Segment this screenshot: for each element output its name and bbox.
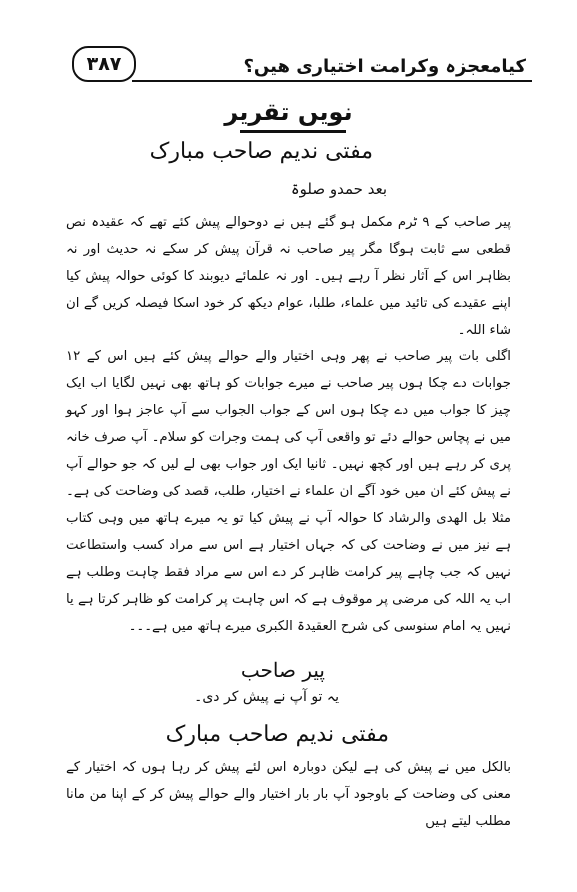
header-rule <box>132 80 532 82</box>
paragraph-2: اگلی بات پیر صاحب نے پھر وہی اختیار والے حوالے پیش کئے ہیں اس کے ۱۲ جوابات دے چکا ہوں پیر صاحب نے میرے جوابات کو ہاتھ بھی نہیں لگایا اب ایک چیز کا جواب میں دے چکا ہوں اس کے جواب الجواب سے آپ عاجز ہوا اور کہو میں نے پچاس حوالے دئے تو واقعی آپ کی ہمت وجرات کو سلام۔ آپ صرف خانہ پری کر رہے ہیں اور کچھ نہیں۔ ثانیا ایک اور جواب بھی لے لیں کہ جو حوالے آپ نے پیش کئے ان میں خود آگے ان علماء نے اختیار، طلب، قصد کی وضاحت کی ہے۔ مثلا بل الهدی والرشاد کا حوالہ آپ نے پیش کیا تو یہ میرے ہاتھ میں وہی کتاب ہے نیز میں نے وضاحت کی کہ جہاں اختیار ہے اس سے مراد کسب واستطاعت نہیں کہ جب چاہے پیر کرامت ظاہر کر دے اس سے مراد فقط چاہت وطلب ہے اب یہ اللہ کی مرضی پر موقوف ہے کہ اس چاہت پر کرامت کو ظاہر کرتا ہے یا نہیں یہ امام سنوسی کی شرح العقیدۃ الکبری میرے ہاتھ میں ہے۔۔۔ <box>66 349 511 634</box>
speaker-mufti-2: مفتی ندیم صاحب مبارک <box>165 722 389 747</box>
chapter-title: نویں تقریر <box>224 98 353 126</box>
pir-reply: یہ تو آپ نے پیش کر دی۔ <box>194 689 339 705</box>
page-number: ۳۸۷ <box>72 46 136 82</box>
chapter-title-underline <box>240 130 346 133</box>
preamble: بعد حمدو صلوۃ <box>290 180 387 198</box>
page-header <box>78 44 532 84</box>
speaker-mufti-1: مفتی ندیم صاحب مبارک <box>149 139 373 164</box>
paragraph-1: پیر صاحب کے ۹ ٹرم مکمل ہو گئے ہیں نے دوحوالے پیش کئے تھے کہ عقیدہ نص قطعی سے ثابت ہوگا مگر پیر صاحب نہ قرآن پیش کر سکے نہ حدیث اور نہ بظاہر اس کے آثار نظر آ رہے ہیں۔ اور نہ علمائے دیوبند کا کوئی حوالہ پیش کیا اپنے عقیدے کی تائید میں علماء، طلبا، عوام دیکھ کر خود اسکا فیصلہ کریں گے ان شاء اللہ۔ <box>66 215 511 338</box>
speaker-pir: پیر صاحب <box>240 658 325 682</box>
running-title: کیامعجزہ وکرامت اختیاری ھیں؟ <box>243 56 526 77</box>
paragraph-3: بالکل میں نے پیش کی ہے لیکن دوبارہ اس لئے پیش کر رہا ہوں کہ اختیار کے معنی کی وضاحت کے باوجود آپ بار بار اختیار والے حوالے پیش کر کے اپنا من مانا مطلب لیتے ہیں <box>66 760 511 829</box>
